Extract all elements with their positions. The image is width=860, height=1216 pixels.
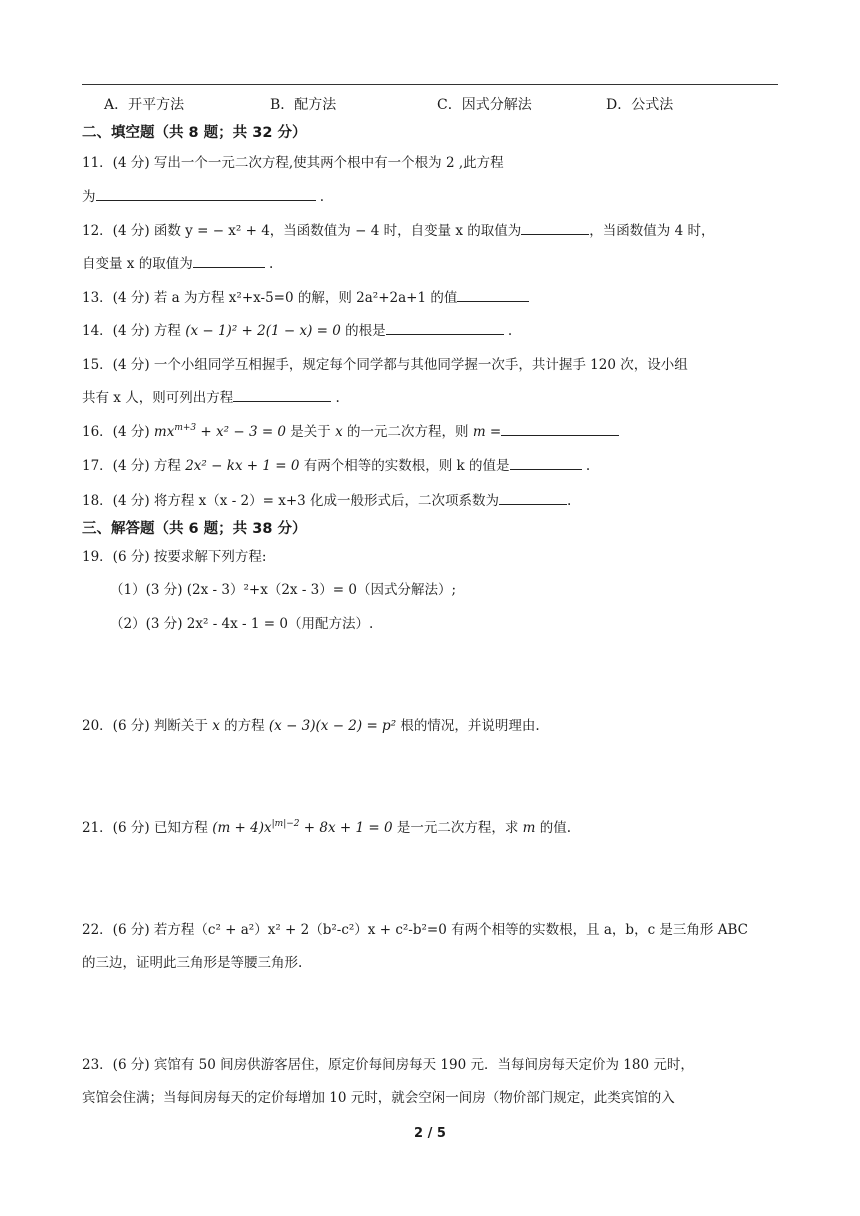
q21-exponent: |m|−2 — [271, 819, 300, 829]
q16-term: mx — [153, 424, 175, 440]
answer-blank[interactable] — [193, 253, 265, 268]
q20-text-3: 根的情况，并说明理由. — [396, 718, 540, 734]
question-21 — [82, 816, 571, 836]
q21-text-2: 是一元二次方程，求 — [392, 820, 523, 836]
q13-text: 13．(4 分) 若 a 为方程 x²+x-5=0 的解，则 2a²+2a+1 的值 — [82, 290, 458, 306]
q17-text-2: 有两个相等的实数根，则 k 的值是 — [299, 458, 510, 474]
q21-text: 21．(6 分) 已知方程 — [82, 820, 213, 836]
page-number: 2 / 5 — [414, 1126, 446, 1141]
q12-text-2: ，当函数值为 4 时， — [589, 223, 715, 239]
answer-blank[interactable] — [386, 320, 504, 335]
question-17 — [82, 454, 590, 474]
question-20 — [82, 714, 540, 734]
q20-text-2: 的方程 — [219, 718, 269, 734]
q16-equation-rest: + x² − 3 = 0 — [196, 424, 287, 440]
q12-text-4: . — [264, 256, 274, 272]
answer-blank[interactable] — [233, 387, 331, 402]
q16-text-3: 的一元二次方程，则 — [342, 424, 473, 440]
section-3-title: 三、解答题（共 6 题；共 38 分） — [82, 521, 307, 537]
q15-text-2: . — [331, 390, 340, 406]
question-22-line2: 的三边，证明此三角形是等腰三角形. — [82, 955, 303, 971]
option-a: A．开平方法 — [104, 97, 185, 113]
question-16 — [82, 420, 619, 440]
top-rule — [82, 84, 778, 85]
option-b: B．配方法 — [270, 97, 337, 113]
q17-text-3: . — [581, 458, 591, 474]
question-23-line1: 23．(6 分) 宾馆有 50 间房供游客居住，原定价每间房每天 190 元．当每间房每天定价为 180 元时， — [82, 1057, 694, 1073]
q17-text: 17．(4 分) 方程 — [82, 458, 186, 474]
question-15-line1: 15．(4 分) 一个小组同学互相握手，规定每个同学都与其他同学握一次手，共计握手 120 次，设小组 — [82, 357, 688, 373]
question-23-line2: 宾馆会住满；当每间房每天的定价每增加 10 元时，就会空闲一间房（物价部门规定，此类宾馆的入 — [82, 1090, 675, 1106]
option-c: C．因式分解法 — [437, 97, 532, 113]
q21-text-3: 的值. — [535, 820, 572, 836]
q18-text: 18．(4 分) 将方程 x（x - 2）= x+3 化成一般形式后，二次项系数为 — [82, 493, 500, 509]
q12-text-3: 自变量 x 的取值为 — [82, 256, 193, 272]
q20-var: x — [212, 718, 220, 734]
q20-text: 20．(6 分) 判断关于 — [82, 718, 213, 734]
answer-blank[interactable] — [510, 455, 582, 470]
q16-var-m: m = — [472, 424, 502, 440]
answer-blank[interactable] — [96, 186, 316, 201]
q16-text-2: 是关于 — [286, 424, 336, 440]
q16-text: 16．(4 分) — [82, 424, 154, 440]
question-11-line2 — [82, 185, 324, 205]
question-12-line2 — [82, 252, 273, 272]
q17-equation: 2x² − kx + 1 = 0 — [185, 458, 300, 474]
q14-text: 14．(4 分) 方程 — [82, 323, 186, 339]
q21-equation-rest: + 8x + 1 = 0 — [299, 820, 393, 836]
question-13 — [82, 286, 529, 306]
answer-blank[interactable] — [521, 220, 589, 235]
answer-blank[interactable] — [457, 287, 529, 302]
question-12-line1 — [82, 219, 714, 239]
option-d: D．公式法 — [606, 97, 674, 113]
q21-term: (m + 4)x — [212, 820, 272, 836]
answer-blank[interactable] — [499, 490, 567, 505]
question-19: 19．(6 分) 按要求解下列方程: — [82, 549, 267, 565]
question-19-part1: （1）(3 分) (2x - 3）²+x（2x - 3）= 0（因式分解法）; — [110, 582, 457, 598]
q16-exponent: m+3 — [174, 423, 197, 433]
q14-text-3: . — [503, 323, 513, 339]
question-14 — [82, 319, 512, 339]
q16-var-x: x — [335, 424, 343, 440]
question-18 — [82, 489, 571, 509]
q14-text-2: 的根是 — [340, 323, 386, 339]
q15-text: 共有 x 人，则可列出方程 — [82, 390, 234, 406]
q18-text-2: . — [567, 493, 572, 509]
q11-suffix: . — [315, 189, 325, 205]
question-22-line1: 22．(6 分) 若方程（c² + a²）x² + 2（b²-c²）x + c²-b²=0 有两个相等的实数根，且 a，b，c 是三角形 ABC — [82, 922, 748, 938]
q14-equation: (x − 1)² + 2(1 − x) = 0 — [185, 323, 341, 339]
section-2-title: 二、填空题（共 8 题；共 32 分） — [82, 125, 307, 141]
q20-equation: (x − 3)(x − 2) = p² — [268, 718, 397, 734]
question-11-line1: 11．(4 分) 写出一个一元二次方程,使其两个根中有一个根为 2 ,此方程 — [82, 155, 504, 171]
question-19-part2: （2）(3 分) 2x² - 4x - 1 = 0（用配方法）. — [110, 616, 374, 632]
question-15-line2 — [82, 386, 340, 406]
q21-var: m — [522, 820, 536, 836]
q12-text: 12．(4 分) 函数 y = − x² + 4，当函数值为 − 4 时，自变量 x 的取值为 — [82, 223, 522, 239]
q11-prefix: 为 — [82, 189, 96, 205]
answer-blank[interactable] — [501, 421, 619, 436]
